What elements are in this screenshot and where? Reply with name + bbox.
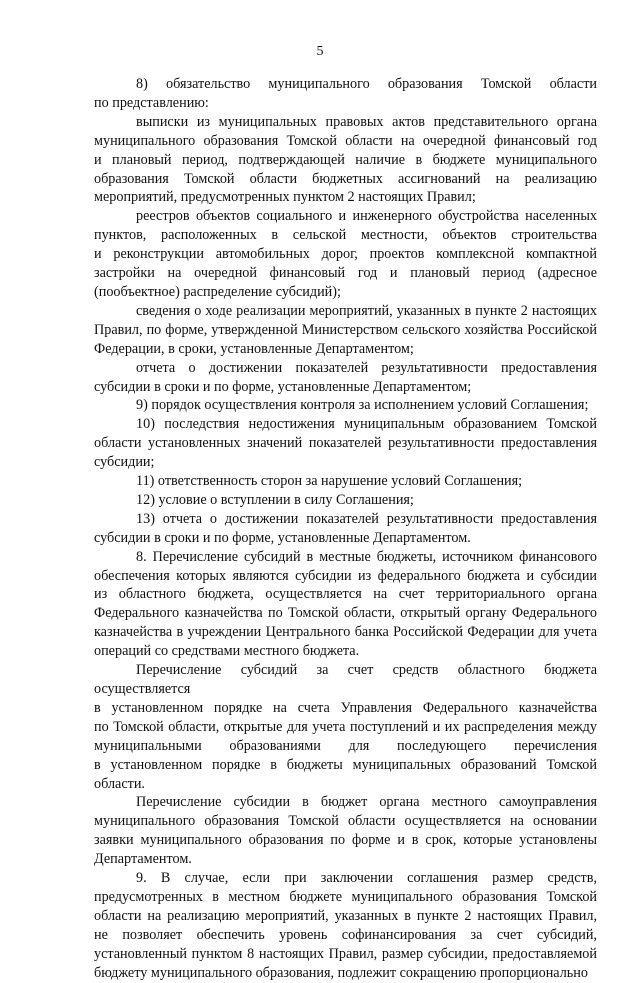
text-line: области на реализацию мероприятий, указанных в пункте 2 настоящих Правил,	[94, 907, 597, 924]
text-line: 12) условие о вступлении в силу Соглашения;	[136, 491, 414, 508]
text-line: мероприятий, предусмотренных пунктом 2 настоящих Правил;	[94, 189, 476, 206]
document-body	[94, 75, 597, 983]
text-line: заявки муниципального образования по форме и в срок, которые установлены	[94, 832, 597, 849]
paragraph-extracts	[94, 113, 597, 208]
text-line: 10) последствия недостижения муниципальным образованием Томской	[136, 416, 597, 433]
paragraph-13-report	[94, 510, 597, 548]
text-line: субсидии в сроки и по форме, установленные Департаментом;	[94, 378, 472, 395]
text-line: по Томской области, открытые для учета поступлений и их распределения между	[94, 718, 597, 735]
text-line: выписки из муниципальных правовых актов представительного органа	[136, 113, 597, 130]
page-number: 5	[316, 44, 324, 59]
text-line: казначейства в учреждении Центрального банка Российской Федерации для учета	[94, 624, 597, 641]
text-line: бюджету муниципального образования, подлежит сокращению пропорционально	[94, 964, 588, 981]
text-line: муниципального образования Томской области на очередной финансовый год	[94, 132, 597, 149]
text-line: обеспечения которых являются субсидии из федерального бюджета и субсидии	[94, 567, 597, 584]
text-line: Перечисление субсидий за счет средств областного бюджета осуществляется	[94, 662, 597, 697]
text-line: Перечисление субсидии в бюджет органа местного самоуправления	[136, 794, 597, 811]
paragraph-8-obligation	[94, 75, 597, 113]
text-line: по представлению:	[94, 94, 209, 111]
text-line: в установленном порядке в бюджеты муниципальных образований Томской	[94, 756, 597, 773]
paragraph-10-consequences	[94, 415, 597, 472]
text-line: субсидии в сроки и по форме, установленные Департаментом.	[94, 529, 471, 546]
text-line: 13) отчета о достижении показателей результативности предоставления	[136, 510, 597, 527]
text-line: Департаментом.	[94, 851, 192, 868]
text-line: 9) порядок осуществления контроля за исполнением условий Соглашения;	[136, 397, 589, 414]
text-line: муниципальными образованиями для последующего перечисления	[94, 737, 597, 754]
paragraph-section-8	[94, 548, 597, 661]
text-line: (пообъектное) распределение субсидий);	[94, 283, 341, 300]
text-line: Федерального казначейства по Томской области, открытый органу Федерального	[94, 605, 597, 622]
text-line: реестров объектов социального и инженерного обустройства населенных	[136, 208, 597, 225]
paragraph-section-9	[94, 869, 597, 982]
paragraph-9-control	[94, 396, 597, 415]
paragraph-registers	[94, 207, 597, 302]
text-line: в установленном порядке на счета Управления Федерального казначейства	[94, 699, 597, 716]
text-line: отчета о достижении показателей результативности предоставления	[136, 359, 597, 376]
text-line: муниципального образования Томской области осуществляется на основании	[94, 813, 597, 830]
text-line: из областного бюджета, осуществляется на счет территориального органа	[94, 586, 597, 603]
text-line: области установленных значений показателей результативности предоставления	[94, 435, 597, 452]
text-line: Правил, по форме, утвержденной Министерством сельского хозяйства Российской	[94, 321, 597, 338]
text-line: сведения о ходе реализации мероприятий, указанных в пункте 2 настоящих	[136, 302, 597, 319]
paragraph-12-entry-into-force	[94, 491, 597, 510]
text-line: установленный пунктом 8 настоящих Правил, размер субсидии, предоставляемой	[94, 945, 597, 962]
text-line: 8) обязательство муниципального образования Томской области	[136, 76, 597, 92]
text-line: субсидии;	[94, 454, 155, 471]
text-line: пунктов, расположенных в сельской местности, объектов строительства	[94, 227, 597, 244]
text-line: Федерации, в сроки, установленные Департаментом;	[94, 340, 414, 357]
text-line: предусмотренных в местном бюджете муниципального образования Томской	[94, 888, 597, 905]
paragraph-transfer-local	[94, 793, 597, 869]
text-line: 8. Перечисление субсидий в местные бюджеты, источником финансового	[136, 548, 597, 565]
text-line: образования Томской области бюджетных ассигнований на реализацию	[94, 170, 597, 187]
paragraph-progress-info	[94, 302, 597, 359]
text-line: не позволяет обеспечить уровень софинансирования за счет субсидий,	[94, 926, 597, 943]
text-line: 9. В случае, если при заключении соглашения размер средств,	[136, 870, 597, 887]
paragraph-report	[94, 359, 597, 397]
paragraph-11-responsibility	[94, 472, 597, 491]
text-line: и реконструкции автомобильных дорог, проектов комплексной компактной	[94, 246, 597, 263]
text-line: 11) ответственность сторон за нарушение условий Соглашения;	[136, 473, 523, 490]
text-line: операций со средствами местного бюджета.	[94, 643, 360, 660]
paragraph-transfer-regional	[94, 661, 597, 793]
text-line: и плановый период, подтверждающей наличие в бюджете муниципального	[94, 151, 597, 168]
text-line: застройки на очередной финансовый год и плановый период (адресное	[94, 265, 597, 282]
text-line: области.	[94, 775, 145, 792]
